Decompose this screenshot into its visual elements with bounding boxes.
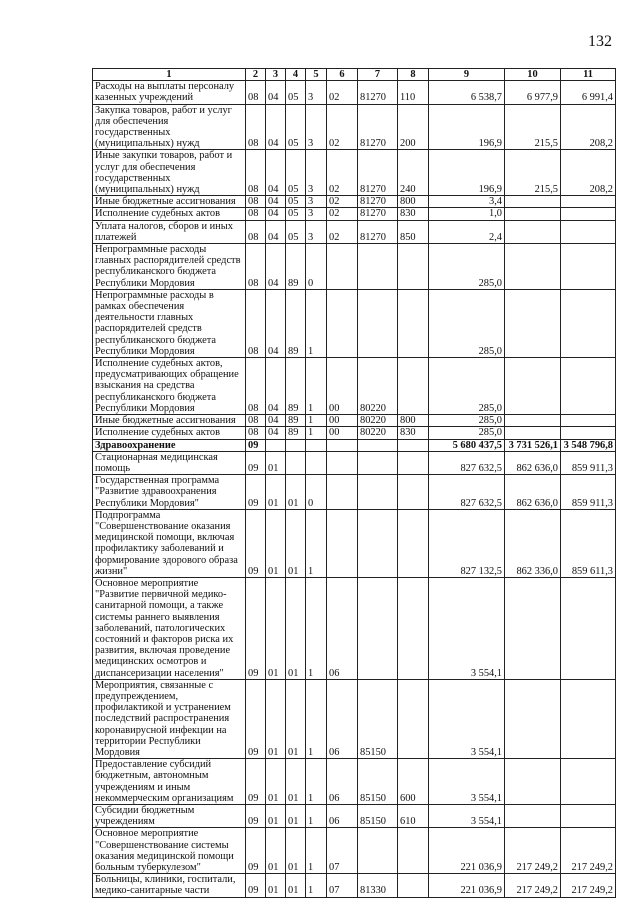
amount-year-2 bbox=[505, 679, 561, 758]
subsection-code: 01 bbox=[266, 874, 286, 897]
section-code: 08 bbox=[246, 81, 266, 104]
program-code: 01 bbox=[286, 509, 306, 577]
section-code: 09 bbox=[246, 577, 266, 679]
subsection-code: 04 bbox=[266, 150, 286, 196]
subprogram-code bbox=[306, 439, 327, 451]
row-name: Расходы на выплаты персоналу казенных учреждений bbox=[93, 81, 246, 104]
table-row bbox=[93, 196, 616, 208]
section-code: 08 bbox=[246, 220, 266, 243]
activity-code bbox=[327, 451, 358, 474]
table-row bbox=[93, 805, 616, 828]
amount-year-3 bbox=[561, 244, 616, 290]
amount-year-1: 827 132,5 bbox=[429, 509, 505, 577]
page-number: 132 bbox=[588, 33, 612, 50]
section-code: 08 bbox=[246, 244, 266, 290]
subsection-code: 04 bbox=[266, 358, 286, 415]
table-row bbox=[93, 289, 616, 357]
col-header: 10 bbox=[505, 69, 561, 81]
direction-code bbox=[358, 451, 398, 474]
header-row bbox=[93, 69, 616, 81]
subsection-code: 04 bbox=[266, 415, 286, 427]
table-row bbox=[93, 439, 616, 451]
amount-year-3 bbox=[561, 805, 616, 828]
expense-type-code: 240 bbox=[398, 150, 429, 196]
row-name: Больницы, клиники, госпитали, медико-санитарные части bbox=[93, 874, 246, 897]
row-name: Иные бюджетные ассигнования bbox=[93, 415, 246, 427]
direction-code bbox=[358, 509, 398, 577]
program-code: 89 bbox=[286, 415, 306, 427]
program-code: 89 bbox=[286, 427, 306, 439]
direction-code: 85150 bbox=[358, 679, 398, 758]
subprogram-code: 0 bbox=[306, 244, 327, 290]
subsection-code: 01 bbox=[266, 679, 286, 758]
activity-code: 07 bbox=[327, 828, 358, 874]
amount-year-2 bbox=[505, 805, 561, 828]
amount-year-3 bbox=[561, 759, 616, 805]
section-code: 09 bbox=[246, 874, 266, 897]
subprogram-code: 1 bbox=[306, 577, 327, 679]
col-header: 2 bbox=[246, 69, 266, 81]
amount-year-2 bbox=[505, 427, 561, 439]
subprogram-code: 3 bbox=[306, 196, 327, 208]
subsection-code: 01 bbox=[266, 509, 286, 577]
amount-year-3 bbox=[561, 427, 616, 439]
expense-type-code: 850 bbox=[398, 220, 429, 243]
expense-type-code: 830 bbox=[398, 208, 429, 220]
amount-year-3: 208,2 bbox=[561, 104, 616, 150]
subsection-code: 04 bbox=[266, 196, 286, 208]
activity-code: 02 bbox=[327, 104, 358, 150]
row-name: Исполнение судебных актов bbox=[93, 208, 246, 220]
subprogram-code: 1 bbox=[306, 759, 327, 805]
subprogram-code: 3 bbox=[306, 150, 327, 196]
section-code: 09 bbox=[246, 475, 266, 510]
amount-year-2 bbox=[505, 759, 561, 805]
program-code: 01 bbox=[286, 874, 306, 897]
table-row bbox=[93, 427, 616, 439]
program-code: 05 bbox=[286, 104, 306, 150]
subsection-code: 04 bbox=[266, 104, 286, 150]
expense-type-code bbox=[398, 679, 429, 758]
subsection-code: 01 bbox=[266, 475, 286, 510]
amount-year-1: 2,4 bbox=[429, 220, 505, 243]
amount-year-1: 285,0 bbox=[429, 427, 505, 439]
expense-type-code bbox=[398, 451, 429, 474]
direction-code: 81270 bbox=[358, 150, 398, 196]
section-code: 09 bbox=[246, 805, 266, 828]
amount-year-2: 217 249,2 bbox=[505, 874, 561, 897]
activity-code bbox=[327, 439, 358, 451]
amount-year-3: 859 911,3 bbox=[561, 451, 616, 474]
col-header: 5 bbox=[306, 69, 327, 81]
subprogram-code: 3 bbox=[306, 104, 327, 150]
section-code: 08 bbox=[246, 289, 266, 357]
program-code: 01 bbox=[286, 759, 306, 805]
row-name: Субсидии бюджетным учреждениям bbox=[93, 805, 246, 828]
amount-year-3: 208,2 bbox=[561, 150, 616, 196]
row-name: Мероприятия, связанные с предупреждением, профилактикой и устранением последствий распространения коронавирусной инфекции на территории Республики Мордовия bbox=[93, 679, 246, 758]
subprogram-code: 1 bbox=[306, 828, 327, 874]
amount-year-2: 862 336,0 bbox=[505, 509, 561, 577]
direction-code: 81270 bbox=[358, 81, 398, 104]
activity-code: 06 bbox=[327, 805, 358, 828]
section-code: 09 bbox=[246, 828, 266, 874]
subsection-code: 01 bbox=[266, 577, 286, 679]
row-name: Основное мероприятие "Развитие первичной медико-санитарной помощи, а также системы раннего выявления заболеваний, патологических состояний и факторов риска их развития, включая проведение медицинских осмотров и диспансеризации населения" bbox=[93, 577, 246, 679]
amount-year-2 bbox=[505, 196, 561, 208]
direction-code: 80220 bbox=[358, 415, 398, 427]
amount-year-1: 1,0 bbox=[429, 208, 505, 220]
table-row bbox=[93, 759, 616, 805]
amount-year-1: 827 632,5 bbox=[429, 475, 505, 510]
subprogram-code: 1 bbox=[306, 805, 327, 828]
subprogram-code: 1 bbox=[306, 509, 327, 577]
program-code: 05 bbox=[286, 150, 306, 196]
direction-code: 81270 bbox=[358, 196, 398, 208]
row-name: Предоставление субсидий бюджетным, автономным учреждениям и иным некоммерческим организациям bbox=[93, 759, 246, 805]
subsection-code: 04 bbox=[266, 244, 286, 290]
expense-type-code: 830 bbox=[398, 427, 429, 439]
amount-year-3 bbox=[561, 358, 616, 415]
row-name: Непрограммные расходы в рамках обеспечения деятельности главных распорядителей средств республиканского бюджета Республики Мордовия bbox=[93, 289, 246, 357]
program-code: 01 bbox=[286, 805, 306, 828]
expense-type-code: 600 bbox=[398, 759, 429, 805]
row-name: Здравоохранение bbox=[93, 439, 246, 451]
program-code: 01 bbox=[286, 679, 306, 758]
direction-code: 81270 bbox=[358, 208, 398, 220]
activity-code bbox=[327, 509, 358, 577]
amount-year-3: 217 249,2 bbox=[561, 874, 616, 897]
amount-year-2: 6 977,9 bbox=[505, 81, 561, 104]
col-header: 11 bbox=[561, 69, 616, 81]
expense-type-code bbox=[398, 358, 429, 415]
amount-year-1: 285,0 bbox=[429, 415, 505, 427]
subprogram-code: 1 bbox=[306, 427, 327, 439]
subsection-code: 04 bbox=[266, 427, 286, 439]
activity-code: 00 bbox=[327, 427, 358, 439]
program-code bbox=[286, 439, 306, 451]
subsection-code: 04 bbox=[266, 208, 286, 220]
subprogram-code: 1 bbox=[306, 415, 327, 427]
col-header: 7 bbox=[358, 69, 398, 81]
direction-code bbox=[358, 244, 398, 290]
amount-year-2 bbox=[505, 358, 561, 415]
expense-type-code: 610 bbox=[398, 805, 429, 828]
table-row bbox=[93, 81, 616, 104]
amount-year-2 bbox=[505, 244, 561, 290]
amount-year-2: 862 636,0 bbox=[505, 451, 561, 474]
program-code: 05 bbox=[286, 81, 306, 104]
table-row bbox=[93, 104, 616, 150]
section-code: 08 bbox=[246, 208, 266, 220]
activity-code: 02 bbox=[327, 150, 358, 196]
row-name: Стационарная медицинская помощь bbox=[93, 451, 246, 474]
expense-type-code: 800 bbox=[398, 196, 429, 208]
subsection-code: 04 bbox=[266, 289, 286, 357]
amount-year-1: 285,0 bbox=[429, 358, 505, 415]
subprogram-code: 3 bbox=[306, 81, 327, 104]
amount-year-3 bbox=[561, 577, 616, 679]
subsection-code: 01 bbox=[266, 828, 286, 874]
amount-year-2: 862 636,0 bbox=[505, 475, 561, 510]
amount-year-3 bbox=[561, 208, 616, 220]
section-code: 08 bbox=[246, 196, 266, 208]
section-code: 08 bbox=[246, 150, 266, 196]
budget-table bbox=[92, 68, 616, 898]
amount-year-1: 221 036,9 bbox=[429, 874, 505, 897]
amount-year-3: 859 611,3 bbox=[561, 509, 616, 577]
direction-code bbox=[358, 289, 398, 357]
direction-code bbox=[358, 828, 398, 874]
amount-year-1: 285,0 bbox=[429, 244, 505, 290]
expense-type-code bbox=[398, 289, 429, 357]
col-header: 1 bbox=[93, 69, 246, 81]
amount-year-3 bbox=[561, 679, 616, 758]
col-header: 9 bbox=[429, 69, 505, 81]
direction-code bbox=[358, 475, 398, 510]
subprogram-code bbox=[306, 451, 327, 474]
table-row bbox=[93, 475, 616, 510]
subprogram-code: 3 bbox=[306, 208, 327, 220]
row-name: Иные бюджетные ассигнования bbox=[93, 196, 246, 208]
col-header: 8 bbox=[398, 69, 429, 81]
expense-type-code bbox=[398, 244, 429, 290]
table-row bbox=[93, 577, 616, 679]
expense-type-code bbox=[398, 577, 429, 679]
section-code: 09 bbox=[246, 439, 266, 451]
section-code: 08 bbox=[246, 104, 266, 150]
subprogram-code: 1 bbox=[306, 289, 327, 357]
amount-year-2 bbox=[505, 577, 561, 679]
expense-type-code bbox=[398, 475, 429, 510]
expense-type-code: 110 bbox=[398, 81, 429, 104]
row-name: Уплата налогов, сборов и иных платежей bbox=[93, 220, 246, 243]
col-header: 3 bbox=[266, 69, 286, 81]
subprogram-code: 1 bbox=[306, 358, 327, 415]
program-code: 05 bbox=[286, 196, 306, 208]
amount-year-3 bbox=[561, 289, 616, 357]
amount-year-1: 196,9 bbox=[429, 104, 505, 150]
row-name: Государственная программа "Развитие здравоохранения Республики Мордовия" bbox=[93, 475, 246, 510]
section-code: 09 bbox=[246, 451, 266, 474]
subsection-code bbox=[266, 439, 286, 451]
program-code: 89 bbox=[286, 244, 306, 290]
expense-type-code bbox=[398, 509, 429, 577]
activity-code: 02 bbox=[327, 196, 358, 208]
direction-code: 81330 bbox=[358, 874, 398, 897]
amount-year-3 bbox=[561, 415, 616, 427]
subsection-code: 04 bbox=[266, 81, 286, 104]
section-code: 08 bbox=[246, 358, 266, 415]
amount-year-1: 221 036,9 bbox=[429, 828, 505, 874]
activity-code bbox=[327, 475, 358, 510]
activity-code: 02 bbox=[327, 81, 358, 104]
amount-year-3 bbox=[561, 220, 616, 243]
amount-year-1: 285,0 bbox=[429, 289, 505, 357]
table-row bbox=[93, 244, 616, 290]
section-code: 08 bbox=[246, 415, 266, 427]
expense-type-code: 200 bbox=[398, 104, 429, 150]
activity-code: 00 bbox=[327, 358, 358, 415]
table-row bbox=[93, 208, 616, 220]
amount-year-2 bbox=[505, 415, 561, 427]
col-header: 6 bbox=[327, 69, 358, 81]
row-name: Иные закупки товаров, работ и услуг для обеспечения государственных (муниципальных) нужд bbox=[93, 150, 246, 196]
amount-year-3: 859 911,3 bbox=[561, 475, 616, 510]
table-row bbox=[93, 415, 616, 427]
section-code: 08 bbox=[246, 427, 266, 439]
subsection-code: 01 bbox=[266, 451, 286, 474]
amount-year-3 bbox=[561, 196, 616, 208]
amount-year-2: 217 249,2 bbox=[505, 828, 561, 874]
activity-code: 02 bbox=[327, 208, 358, 220]
direction-code: 80220 bbox=[358, 427, 398, 439]
activity-code: 07 bbox=[327, 874, 358, 897]
subprogram-code: 3 bbox=[306, 220, 327, 243]
table-body bbox=[93, 81, 616, 897]
amount-year-1: 3 554,1 bbox=[429, 679, 505, 758]
program-code: 89 bbox=[286, 358, 306, 415]
amount-year-1: 196,9 bbox=[429, 150, 505, 196]
direction-code: 81270 bbox=[358, 220, 398, 243]
amount-year-2: 215,5 bbox=[505, 104, 561, 150]
program-code: 05 bbox=[286, 208, 306, 220]
subprogram-code: 1 bbox=[306, 874, 327, 897]
expense-type-code bbox=[398, 874, 429, 897]
program-code bbox=[286, 451, 306, 474]
amount-year-2 bbox=[505, 208, 561, 220]
subsection-code: 01 bbox=[266, 759, 286, 805]
table-row bbox=[93, 358, 616, 415]
section-code: 09 bbox=[246, 679, 266, 758]
expense-type-code bbox=[398, 828, 429, 874]
subprogram-code: 1 bbox=[306, 679, 327, 758]
program-code: 01 bbox=[286, 577, 306, 679]
amount-year-1: 5 680 437,5 bbox=[429, 439, 505, 451]
activity-code: 00 bbox=[327, 415, 358, 427]
activity-code: 06 bbox=[327, 679, 358, 758]
col-header: 4 bbox=[286, 69, 306, 81]
amount-year-1: 3 554,1 bbox=[429, 759, 505, 805]
expense-type-code: 800 bbox=[398, 415, 429, 427]
direction-code: 81270 bbox=[358, 104, 398, 150]
amount-year-1: 6 538,7 bbox=[429, 81, 505, 104]
direction-code: 85150 bbox=[358, 759, 398, 805]
amount-year-2 bbox=[505, 220, 561, 243]
amount-year-1: 3,4 bbox=[429, 196, 505, 208]
section-code: 09 bbox=[246, 509, 266, 577]
table-row bbox=[93, 679, 616, 758]
amount-year-3: 6 991,4 bbox=[561, 81, 616, 104]
activity-code: 06 bbox=[327, 759, 358, 805]
amount-year-1: 827 632,5 bbox=[429, 451, 505, 474]
table-row bbox=[93, 509, 616, 577]
row-name: Основное мероприятие "Совершенствование системы оказания медицинской помощи больным туберкулезом" bbox=[93, 828, 246, 874]
program-code: 05 bbox=[286, 220, 306, 243]
expense-type-code bbox=[398, 439, 429, 451]
row-name: Подпрограмма "Совершенствование оказания медицинской помощи, включая профилактику заболеваний и формирование здорового образа жизни" bbox=[93, 509, 246, 577]
table-row bbox=[93, 874, 616, 897]
program-code: 01 bbox=[286, 475, 306, 510]
row-name: Исполнение судебных актов bbox=[93, 427, 246, 439]
amount-year-3: 217 249,2 bbox=[561, 828, 616, 874]
table-row bbox=[93, 828, 616, 874]
section-code: 09 bbox=[246, 759, 266, 805]
row-name: Исполнение судебных актов, предусматривающих обращение взыскания на средства республиканского бюджета Республики Мордовия bbox=[93, 358, 246, 415]
row-name: Непрограммные расходы главных распорядителей средств республиканского бюджета Республики Мордовия bbox=[93, 244, 246, 290]
direction-code bbox=[358, 577, 398, 679]
direction-code: 85150 bbox=[358, 805, 398, 828]
table-row bbox=[93, 150, 616, 196]
activity-code: 02 bbox=[327, 220, 358, 243]
activity-code bbox=[327, 244, 358, 290]
program-code: 89 bbox=[286, 289, 306, 357]
program-code: 01 bbox=[286, 828, 306, 874]
subsection-code: 04 bbox=[266, 220, 286, 243]
activity-code: 06 bbox=[327, 577, 358, 679]
row-name: Закупка товаров, работ и услуг для обеспечения государственных (муниципальных) нужд bbox=[93, 104, 246, 150]
amount-year-3: 3 548 796,8 bbox=[561, 439, 616, 451]
amount-year-1: 3 554,1 bbox=[429, 805, 505, 828]
direction-code bbox=[358, 439, 398, 451]
table-row bbox=[93, 451, 616, 474]
subprogram-code: 0 bbox=[306, 475, 327, 510]
subsection-code: 01 bbox=[266, 805, 286, 828]
amount-year-1: 3 554,1 bbox=[429, 577, 505, 679]
amount-year-2: 3 731 526,1 bbox=[505, 439, 561, 451]
direction-code: 80220 bbox=[358, 358, 398, 415]
amount-year-2: 215,5 bbox=[505, 150, 561, 196]
table-row bbox=[93, 220, 616, 243]
amount-year-2 bbox=[505, 289, 561, 357]
activity-code bbox=[327, 289, 358, 357]
